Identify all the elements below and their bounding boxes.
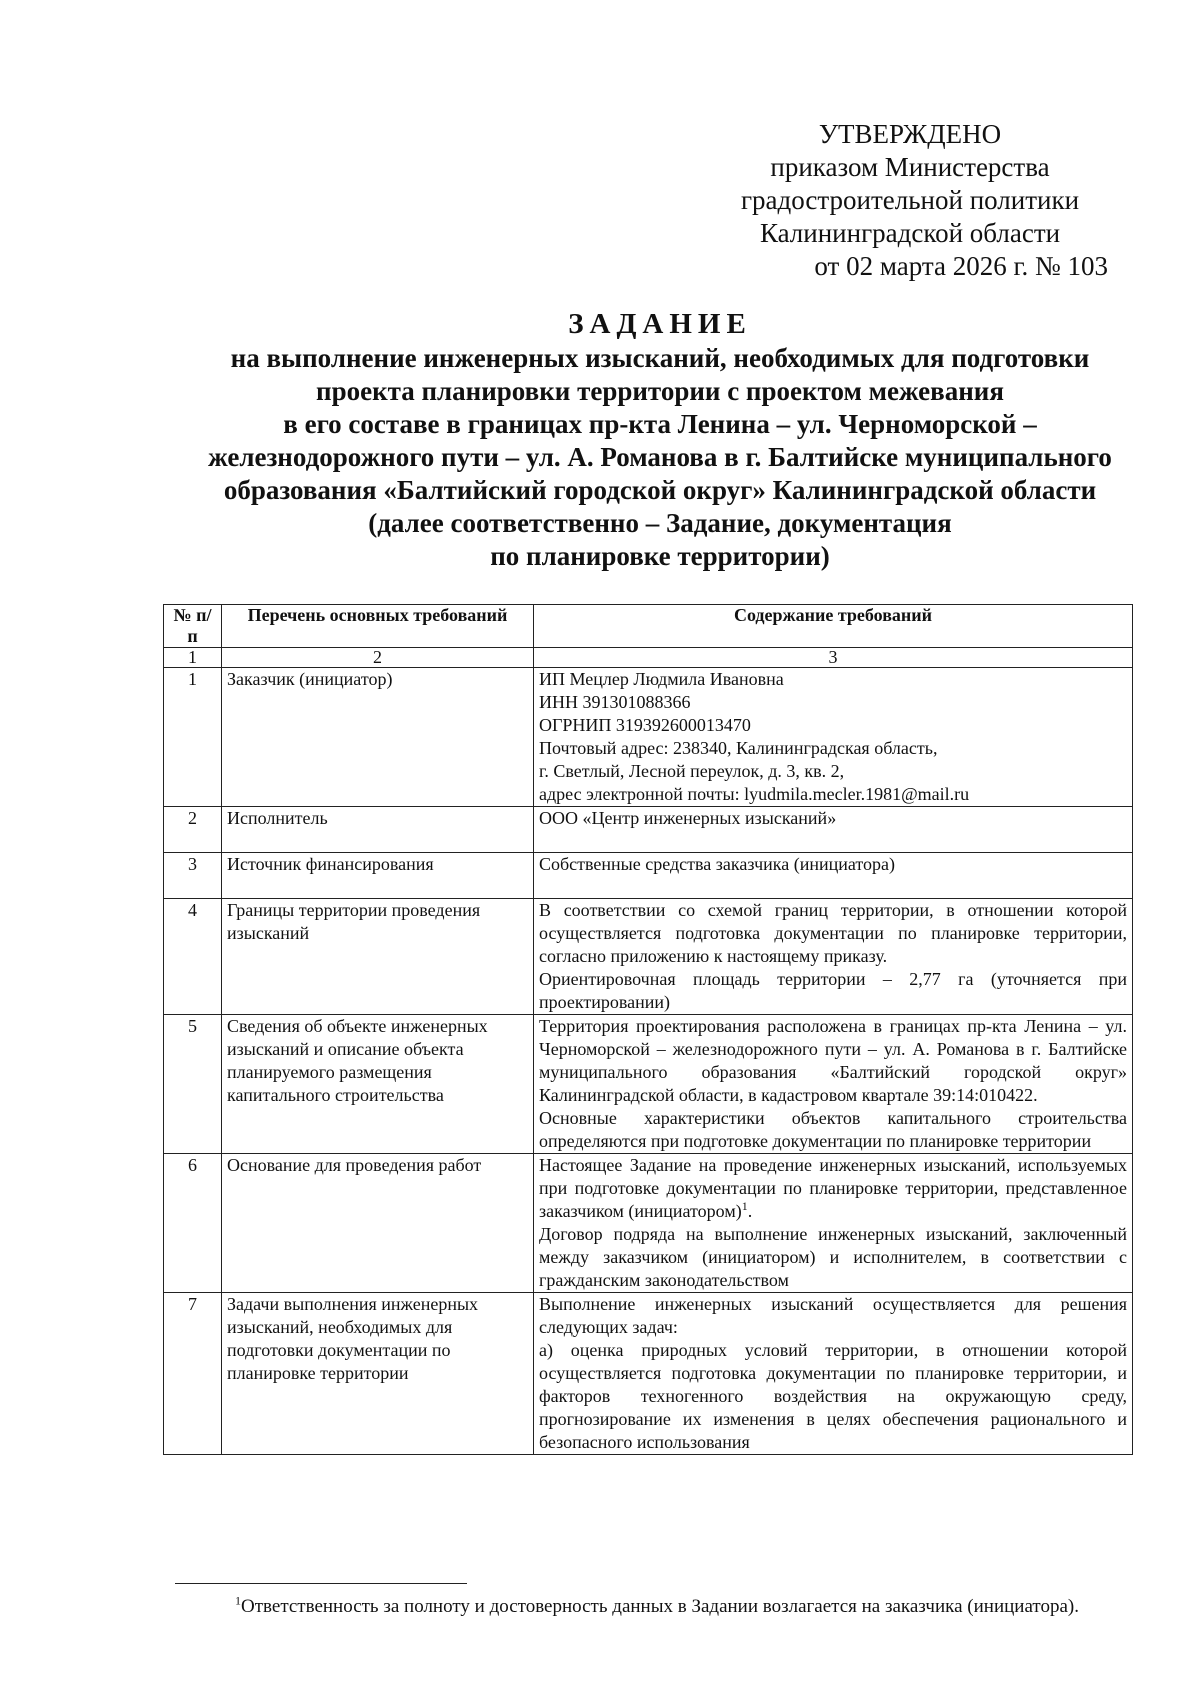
approval-line-3: Калининградской области	[759, 218, 1061, 248]
column-index: 3	[534, 648, 1133, 668]
approval-line-1: приказом Министерства	[770, 152, 1050, 182]
table-row	[164, 853, 1133, 899]
title-line: проекта планировки территории с проектом межевания	[316, 376, 1004, 406]
table-row	[164, 1293, 1133, 1455]
approval-date: от 02 марта 2026 г. № 103	[814, 251, 1108, 281]
table-row	[164, 807, 1133, 853]
header-requirements-list: Перечень основных требований	[222, 605, 534, 648]
footnote-separator	[175, 1583, 467, 1584]
title-line: образования «Балтийский городской округ» Калининградской области	[223, 475, 1097, 505]
content-line: ООО «Центр инженерных изысканий»	[539, 808, 837, 828]
table-row	[164, 899, 1133, 1015]
row-number: 5	[164, 1015, 222, 1154]
content-line: Собственные средства заказчика (инициатора)	[539, 854, 896, 874]
row-number: 2	[164, 807, 222, 853]
content-line: ИП Мецлер Людмила Ивановна	[539, 669, 784, 689]
content-paragraph: Ориентировочная площадь территории – 2,77 га (уточняется при проектировании)	[539, 969, 1127, 1012]
footnote-mark: 1	[235, 1593, 241, 1608]
content-line: адрес электронной почты: lyudmila.mecler.1981@mail.ru	[539, 784, 970, 804]
row-number: 6	[164, 1154, 222, 1293]
table-row	[164, 668, 1133, 807]
approval-label: УТВЕРЖДЕНО	[818, 119, 1002, 149]
title-line: в его составе в границах пр-кта Ленина – ул. Черноморской –	[283, 409, 1037, 439]
row-content	[534, 853, 1133, 899]
content-paragraph: а) оценка природных условий территории, в отношении которой осуществляется подготовка документации по планировке территории, и факторов техногенного воздействия на окружающую среду, прогнозирование их изменения в целях обеспечения рационального и безопасного использования	[539, 1340, 1127, 1452]
header-number: № п/п	[164, 605, 222, 648]
row-number: 3	[164, 853, 222, 899]
content-paragraph	[539, 1154, 1127, 1223]
title-heading: ЗАДАНИЕ	[568, 308, 752, 340]
row-content	[534, 807, 1133, 853]
content-line: ИНН 391301088366	[539, 692, 691, 712]
row-number: 7	[164, 1293, 222, 1455]
content-paragraph: Территория проектирования расположена в границах пр-кта Ленина – ул. Черноморской – железнодорожного пути – ул. А. Романова в г. Балтийске муниципального образования «Балтийский городской округ» Калининградской области, в кадастровом квартале 39:14:010422.	[539, 1016, 1127, 1105]
content-paragraph: Основные характеристики объектов капитального строительства определяются при подготовке документации по планировке территории	[539, 1108, 1127, 1151]
column-index: 1	[164, 648, 222, 668]
column-index-row	[164, 648, 1133, 668]
table-row	[164, 1154, 1133, 1293]
content-line: г. Светлый, Лесной переулок, д. 3, кв. 2,	[539, 761, 845, 781]
row-content	[534, 1293, 1133, 1455]
row-requirement: Задачи выполнения инженерных изысканий, необходимых для подготовки документации по планировке территории	[222, 1293, 534, 1455]
content-text: Настоящее Задание на проведение инженерных изысканий, используемых при подготовке документации по планировке территории, представленное заказчиком (инициатором)	[539, 1155, 1127, 1221]
approval-block	[700, 118, 1120, 283]
approval-line-2: градостроительной политики	[740, 185, 1080, 215]
footnote	[235, 1595, 1155, 1619]
table-header-row	[164, 605, 1133, 648]
footnote-suffix: .	[747, 1201, 753, 1221]
content-paragraph: В соответствии со схемой границ территории, в отношении которой осуществляется подготовка документации по планировке территории, согласно приложению к настоящему приказу.	[539, 900, 1127, 966]
row-number: 4	[164, 899, 222, 1015]
row-requirement: Источник финансирования	[222, 853, 534, 899]
footnote-text: Ответственность за полноту и достоверность данных в Задании возлагается на заказчика (инициатора).	[241, 1596, 1079, 1617]
document-title	[150, 308, 1170, 573]
title-line: по планировке территории)	[490, 541, 830, 571]
title-line: железнодорожного пути – ул. А. Романова в г. Балтийске муниципального	[208, 442, 1112, 472]
row-content	[534, 668, 1133, 807]
content-paragraph: Выполнение инженерных изысканий осуществляется для решения следующих задач:	[539, 1294, 1127, 1337]
row-content	[534, 899, 1133, 1015]
row-requirement: Сведения об объекте инженерных изысканий и описание объекта планируемого размещения капитального строительства	[222, 1015, 534, 1154]
row-requirement: Заказчик (инициатор)	[222, 668, 534, 807]
row-requirement: Исполнитель	[222, 807, 534, 853]
row-content	[534, 1015, 1133, 1154]
header-requirements-content: Содержание требований	[534, 605, 1133, 648]
content-line: ОГРНИП 319392600013470	[539, 715, 751, 735]
title-line: на выполнение инженерных изысканий, необходимых для подготовки	[230, 343, 1090, 373]
row-number: 1	[164, 668, 222, 807]
footnote-reference: 1	[741, 1199, 748, 1213]
content-line: Почтовый адрес: 238340, Калининградская область,	[539, 738, 938, 758]
title-line: (далее соответственно – Задание, документация	[368, 508, 952, 538]
table-row	[164, 1015, 1133, 1154]
row-requirement: Основание для проведения работ	[222, 1154, 534, 1293]
row-requirement: Границы территории проведения изысканий	[222, 899, 534, 1015]
row-content	[534, 1154, 1133, 1293]
requirements-table	[163, 604, 1133, 1455]
content-paragraph: Договор подряда на выполнение инженерных изысканий, заключенный между заказчиком (инициатором) и исполнителем, в соответствии с гражданским законодательством	[539, 1224, 1127, 1290]
column-index: 2	[222, 648, 534, 668]
